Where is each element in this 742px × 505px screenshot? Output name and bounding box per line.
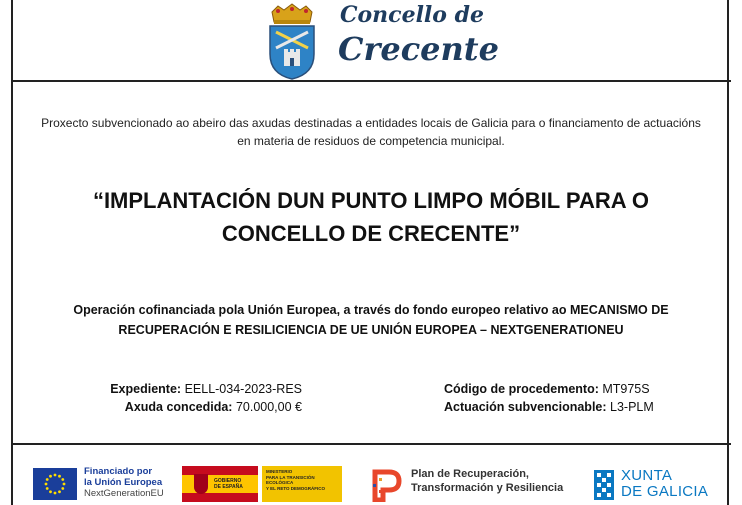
- details-left: [110, 380, 302, 416]
- expediente-row: [110, 380, 302, 398]
- eu-funding-label: [84, 466, 164, 499]
- ministry-box: [262, 466, 342, 502]
- es-gov-line-2: DE ESPAÑA: [214, 484, 243, 490]
- xunta-line-2: DE GALICIA: [621, 483, 709, 500]
- axuda-label: Axuda concedida:: [124, 400, 233, 414]
- codigo-value: MT975S: [602, 382, 650, 396]
- coat-of-arms-icon: [264, 2, 320, 80]
- spain-flag-icon: [182, 466, 258, 502]
- xunta-line-1: XUNTA: [621, 467, 673, 484]
- header: [0, 0, 742, 82]
- prtr-line-1: Plan de Recuperación,: [411, 468, 529, 480]
- ministry-line-1: MINISTERIO: [266, 469, 293, 474]
- details-right: [444, 380, 654, 416]
- footer-divider: [11, 443, 731, 445]
- eu-flag-icon: [33, 468, 77, 500]
- xunta-label: [621, 468, 708, 500]
- prtr-logo-icon: [369, 468, 403, 502]
- actuacion-value: L3-PLM: [610, 400, 654, 414]
- spain-ministry-logo: [182, 466, 342, 502]
- expediente-value: EELL-034-2023-RES: [184, 382, 302, 396]
- eu-line-3: NextGenerationEU: [84, 488, 164, 499]
- intro-text: Proxecto subvencionado ao abeiro das axudas destinadas a entidades locais de Galicia para o financiamento de actuacións en materia de residuos de competencia municipal.: [41, 116, 701, 148]
- prtr-line-2: Transformación y Resiliencia: [411, 482, 564, 494]
- eu-line-1: Financiado por: [84, 466, 153, 477]
- brand-line-2: Crecente: [338, 30, 499, 68]
- ministry-line-2: PARA LA TRANSICIÓN ECOLÓGICA: [266, 474, 315, 485]
- actuacion-row: [444, 398, 654, 416]
- expediente-label: Expediente:: [110, 382, 182, 396]
- ministry-line-3: Y EL RETO DEMOGRÁFICO: [266, 485, 326, 491]
- cofinancing-text: Operación cofinanciada pola Unión Europea, a través do fondo europeo relativo ao MECANISMO DE RECUPERACIÓN E RESILICIENCIA DE UE UNIÓN EUROPEA – NEXTGENERATIONEU: [73, 303, 669, 337]
- actuacion-label: Actuación subvencionable:: [444, 400, 607, 414]
- codigo-label: Código de procedemento:: [444, 382, 599, 396]
- es-gov-line-1: GOBIERNO: [214, 478, 242, 484]
- codigo-row: [444, 380, 654, 398]
- eu-line-2: la Unión Europea: [84, 477, 163, 488]
- project-title: “IMPLANTACIÓN DUN PUNTO LIMPO MÓBIL PARA O CONCELLO DE CRECENTE”: [92, 188, 650, 246]
- xunta-emblem-icon: [594, 470, 614, 500]
- axuda-value: 70.000,00 €: [235, 400, 302, 414]
- prtr-label: [411, 467, 563, 495]
- spain-shield-icon: [194, 474, 208, 494]
- brand-line-1: Concello de: [340, 2, 484, 28]
- axuda-row: [110, 398, 302, 416]
- footer-logos: [0, 446, 742, 505]
